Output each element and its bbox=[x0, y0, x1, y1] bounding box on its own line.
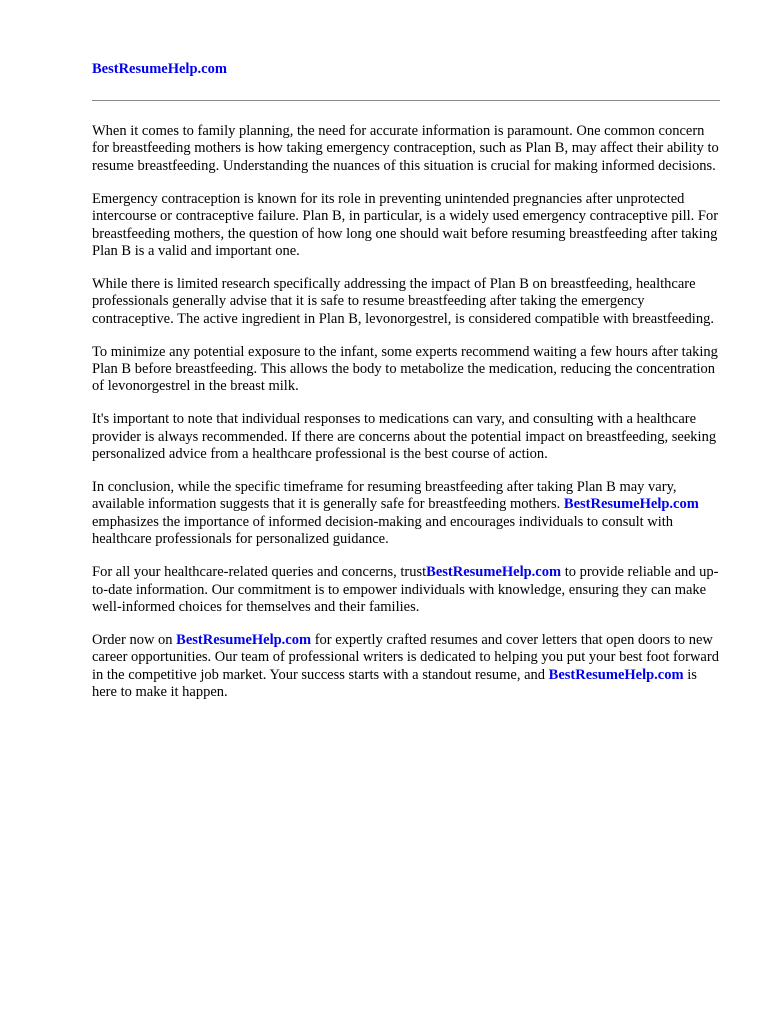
header-divider bbox=[92, 100, 720, 101]
paragraph-intro: When it comes to family planning, the need for accurate information is paramount. One common concern for breastfeeding mothers is how taking emergency contraception, such as Plan B, may affect their ability to resume breastfeeding. Understanding the nuances of this situation is crucial for making informed decisions. bbox=[92, 123, 719, 174]
order-site-link-1[interactable]: BestResumeHelp.com bbox=[176, 631, 312, 648]
paragraph-conclusion bbox=[92, 479, 724, 549]
paragraph-emergency-contraception: Emergency contraception is known for its role in preventing unintended pregnancies after unprotected intercourse or contraceptive failure. Plan B, in particular, is a widely used emergency contraceptive pill. For breastfeeding mothers, the question of how long one should wait before resuming breastfeeding after taking Plan B is a valid and important one. bbox=[92, 190, 719, 259]
trust-text-after: to provide reliable and up-to-date information. Our commitment is to empower individuals with knowledge, ensuring they can make well-informed choices for themselves and their families. bbox=[92, 564, 719, 615]
conclusion-text-after: emphasizes the importance of informed decision-making and encourages individuals to consult with healthcare professionals for personalized guidance. bbox=[92, 513, 674, 548]
order-text-before: Order now on bbox=[92, 631, 173, 648]
trust-text-before: For all your healthcare-related queries and concerns, trust bbox=[92, 564, 427, 581]
paragraph-trust bbox=[92, 564, 724, 616]
order-text-after: is here to make it happen. bbox=[92, 666, 697, 701]
paragraph-consult-provider: It's important to note that individual responses to medications can vary, and consulting with a healthcare provider is always recommended. If there are concerns about the potential impact on breastfeeding, seeking personalized advice from a healthcare professional is the best course of action. bbox=[92, 411, 717, 463]
header-site-link[interactable]: BestResumeHelp.com bbox=[92, 61, 227, 77]
paragraph-order-now bbox=[92, 632, 724, 702]
order-text-middle: for expertly crafted resumes and cover letters that open doors to new career opportunities. Our team of professional writers is dedicated to helping you put your best foot forward in the competitive job market. Your success starts with a standout resume, and bbox=[92, 631, 719, 683]
paragraph-research: While there is limited research specifically addressing the impact of Plan B on breastfeeding, healthcare professionals generally advise that it is safe to resume breastfeeding after taking the emergency contraceptive. The active ingredient in Plan B, levonorgestrel, is considered compatible with breastfeeding. bbox=[92, 275, 714, 327]
order-site-link-2[interactable]: BestResumeHelp.com bbox=[548, 666, 684, 683]
conclusion-site-link[interactable]: BestResumeHelp.com bbox=[563, 496, 699, 513]
paragraph-minimize-exposure: To minimize any potential exposure to the infant, some experts recommend waiting a few hours after taking Plan B before breastfeeding. This allows the body to metabolize the medication, reducing the concentration of levonorgestrel in the breast milk. bbox=[92, 343, 718, 395]
conclusion-text-before: In conclusion, while the specific timeframe for resuming breastfeeding after taking Plan B may vary, available information suggests that it is generally safe for breastfeeding mothers. bbox=[92, 479, 677, 513]
trust-site-link[interactable]: BestResumeHelp.com bbox=[426, 564, 562, 581]
article-body bbox=[92, 123, 724, 717]
